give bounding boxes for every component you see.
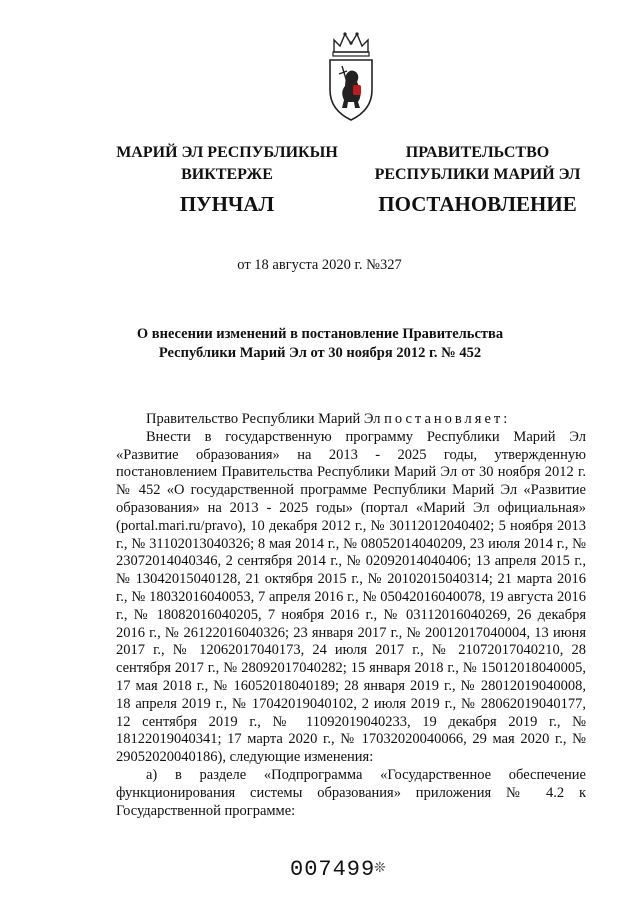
document-body xyxy=(116,411,586,820)
header-left-line1: МАРИЙ ЭЛ РЕСПУБЛИКЫН xyxy=(116,144,338,161)
header-left-line2: ВИКТЕРЖЕ xyxy=(181,166,273,183)
opening-word: постановляет: xyxy=(384,411,511,427)
header-russian-block xyxy=(365,142,590,218)
document-subject xyxy=(80,325,560,363)
header-left-title: ПУНЧАЛ xyxy=(179,192,275,216)
header-right-line1: ПРАВИТЕЛЬСТВО xyxy=(405,144,550,161)
main-paragraph: Внести в государственную программу Республики Марий Эл «Развитие образования» на 2013 - 2025 годы, утвержденную постановлением Правительства Республики Марий Эл от 30 ноября 2012 г. № 452 «О государственной программе Республики Марий Эл «Развитие образования» на 2013 - 2025 годы» (портал «Марий Эл официальная» (portal.mari.ru/pravo), 10 декабря 2012 г., № 30112012040402; 5 ноября 2013 г., № 31102013040326; 8 мая 2014 г., № 08052014040209, 23 июля 2014 г., № 23072014040346, 2 сентября 2014 г., № 02092014040406; 13 апреля 2015 г., № 13042015040128, 21 октября 2015 г., № 20102015040314; 21 марта 2016 г., № 18032016040053, 7 апреля 2016 г., № 05042016040078, 19 августа 2016 г., № 18082016040205, 7 ноября 2016 г., № 03112016040269, 26 декабря 2016 г., № 26122016040326; 23 января 2017 г., № 20012017040004, 13 июня 2017 г., № 12062017040173, 24 июля 2017 г., № 21072017040210, 28 сентября 2017 г., № 28092017040282; 15 января 2018 г., № 15012018040005, 17 мая 2018 г., № 16052018040189; 28 января 2019 г., № 28012019040008, 18 апреля 2019 г., № 17042019040102, 2 июля 2019 г., № 28062019040177, 12 сентября 2019 г., № 11092019040233, 19 декабря 2019 г., № 18122019040341; 17 марта 2020 г., № 17032020040066, 29 мая 2020 г., № 29052020040186), следующие изменения: xyxy=(116,428,586,766)
header-mari-block xyxy=(102,142,352,218)
subject-line2: Республики Марий Эл от 30 ноября 2012 г. № 452 xyxy=(158,345,482,361)
subject-line1: О внесении изменений в постановление Правительства xyxy=(136,326,504,342)
document-date: от 18 августа 2020 г. №327 xyxy=(237,257,402,273)
serial-number: 007499 xyxy=(290,857,376,882)
item-a-paragraph: а) в разделе «Подпрограмма «Государственное обеспечение функционирования системы образования» приложения № 4.2 к Государственной программе: xyxy=(116,766,586,819)
coat-of-arms-icon xyxy=(326,30,376,122)
opening-paragraph xyxy=(116,411,586,429)
footer-mark-icon: ❊ xyxy=(374,861,386,876)
header-right-line2: РЕСПУБЛИКИ МАРИЙ ЭЛ xyxy=(374,166,581,183)
header-right-title: ПОСТАНОВЛЕНИЕ xyxy=(378,192,577,216)
opening-prefix: Правительство Республики Марий Эл xyxy=(146,411,381,427)
